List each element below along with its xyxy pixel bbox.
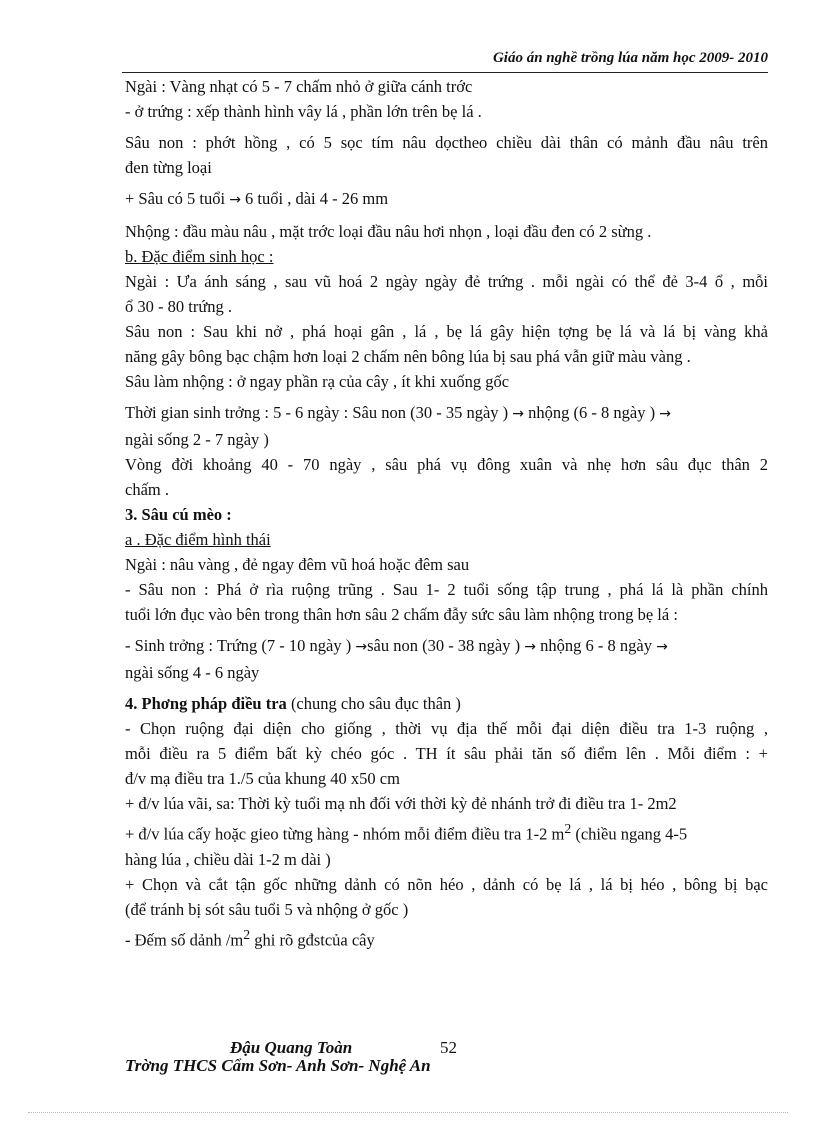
text: + đ/v lúa cấy hoặc gieo từng hàng - nhóm mỗi điểm điều tra 1-2 m [125,824,565,844]
paragraph: Ngài : Ưa ánh sáng , sau vũ hoá 2 ngày ngày đẻ trứng . mỗi ngài có thể đẻ 3-4 ổ , mỗi [125,272,768,291]
paragraph: ngài sống 4 - 6 ngày [125,663,260,682]
arrow-icon: → [355,639,368,655]
paragraph: Nhộng : đầu màu nâu , mặt trớc loại đầu nâu hơi nhọn , loại đầu đen có 2 sừng . [125,222,652,241]
section-heading [125,691,768,716]
paragraph: năng gây bông bạc chậm hơn loại 2 chấm nên bông lúa bị sau phá vẫn giữ màu vàng . [125,347,691,366]
paragraph: đ/v mạ điều tra 1./5 của khung 40 x50 cm [125,769,400,788]
author-name: Đậu Quang Toàn [230,1038,353,1057]
text: - Sinh trởng : Trứng (7 - 10 ngày ) [125,636,352,655]
paragraph [125,186,768,213]
superscript: 2 [243,926,251,942]
paragraph: mỗi điều ra 5 điểm bất kỳ chéo góc . TH ít sâu phải tăn số điểm lên . Mỗi điểm : + [125,744,768,763]
page-header: Giáo án nghề trồng lúa năm học 2009- 2010 [492,50,768,66]
paragraph: Ngài : nâu vàng , đẻ ngay đêm vũ hoá hoặc đêm sau [125,555,470,574]
text: 6 tuổi , dài 4 - 26 mm [245,189,389,208]
text: (chiều ngang 4-5 [571,824,688,844]
section-heading: a . Đặc điểm hình thái [125,530,271,549]
paragraph: hàng lúa , chiều dài 1-2 m dài ) [125,849,331,869]
paragraph: - ở trứng : xếp thành hình vây lá , phần lớn trên bẹ lá . [125,102,482,121]
paragraph: Vòng đời khoảng 40 - 70 ngày , sâu phá vụ đông xuân và nhẹ hơn sâu đục thân 2 [125,455,768,474]
paragraph: + đ/v lúa vãi, sa: Thời kỳ tuổi mạ nh đối với thời kỳ đẻ nhánh trở đi điều tra 1- 2m2 [125,794,677,813]
paragraph: Sâu non : Sau khi nở , phá hoại gân , lá , bẹ lá gây hiện tợng bẹ lá và lá bị vàng khả [125,322,768,341]
text: + Sâu có 5 tuổi [125,189,226,208]
paragraph: + Chọn và cắt tận gốc những dảnh có nõn héo , dảnh có bẹ lá , lá bị héo , bông bị bạc [125,874,768,894]
superscript: 2 [564,821,572,836]
arrow-icon: → [656,639,668,655]
paragraph: ổ 30 - 80 trứng . [125,297,233,316]
text: nhộng 6 - 8 ngày [540,636,652,655]
arrow-icon: → [512,406,525,422]
paragraph: (để tránh bị sót sâu tuổi 5 và nhộng ở gốc ) [125,899,409,919]
arrow-icon: → [659,406,671,422]
paragraph: ngài sống 2 - 7 ngày ) [125,430,269,449]
paragraph [125,400,768,427]
paragraph: Sâu làm nhộng : ở ngay phần rạ của cây , ít khi xuống gốc [125,372,510,391]
text: sâu non (30 - 38 ngày ) [367,636,521,655]
arrow-icon: → [524,639,536,655]
paragraph: tuổi lớn đục vào bên trong thân hơn sâu 2 chấm đẫy sức sâu làm nhộng trong bẹ lá : [125,605,678,624]
arrow-icon: → [229,192,241,208]
page-number: 52 [440,1038,457,1057]
text: nhộng (6 - 8 ngày ) [528,403,656,422]
paragraph [125,922,768,953]
paragraph: - Sâu non : Phá ở rìa ruộng trũng . Sau 1- 2 tuổi sống tập trung , phá lá là phần chính [125,580,768,599]
paragraph: Sâu non : phớt hồng , có 5 sọc tím nâu dọctheo chiều dài thân có mảnh đầu nâu trên [125,133,768,152]
text: - Đếm số dảnh /m [125,930,244,949]
paragraph [125,633,768,660]
heading-note: (chung cho sâu đục thân ) [286,694,461,713]
page-content [125,74,768,952]
paragraph [125,816,768,847]
paragraph: đen từng loại [125,158,212,177]
paragraph: chấm . [125,480,169,499]
heading-text: 4. Phơng pháp điều tra [125,694,287,713]
paragraph: - Chọn ruộng đại diện cho giống , thời vụ địa thế mỗi đại diện điều tra 1-3 ruộng , [125,719,768,738]
text: Thời gian sinh trởng : 5 - 6 ngày : Sâu non (30 - 35 ngày ) [125,403,509,422]
school-name: Trờng THCS Cẩm Sơn- Anh Sơn- Nghệ An [125,1056,431,1075]
paragraph: Ngài : Vàng nhạt có 5 - 7 chấm nhỏ ở giữa cánh trớc [125,77,473,96]
page-bottom-border [28,1112,788,1113]
section-heading: b. Đặc điểm sinh học : [125,247,274,266]
text: ghi rõ gđstcủa cây [250,930,375,949]
header-rule [122,72,768,73]
section-heading: 3. Sâu cú mèo : [125,505,232,524]
